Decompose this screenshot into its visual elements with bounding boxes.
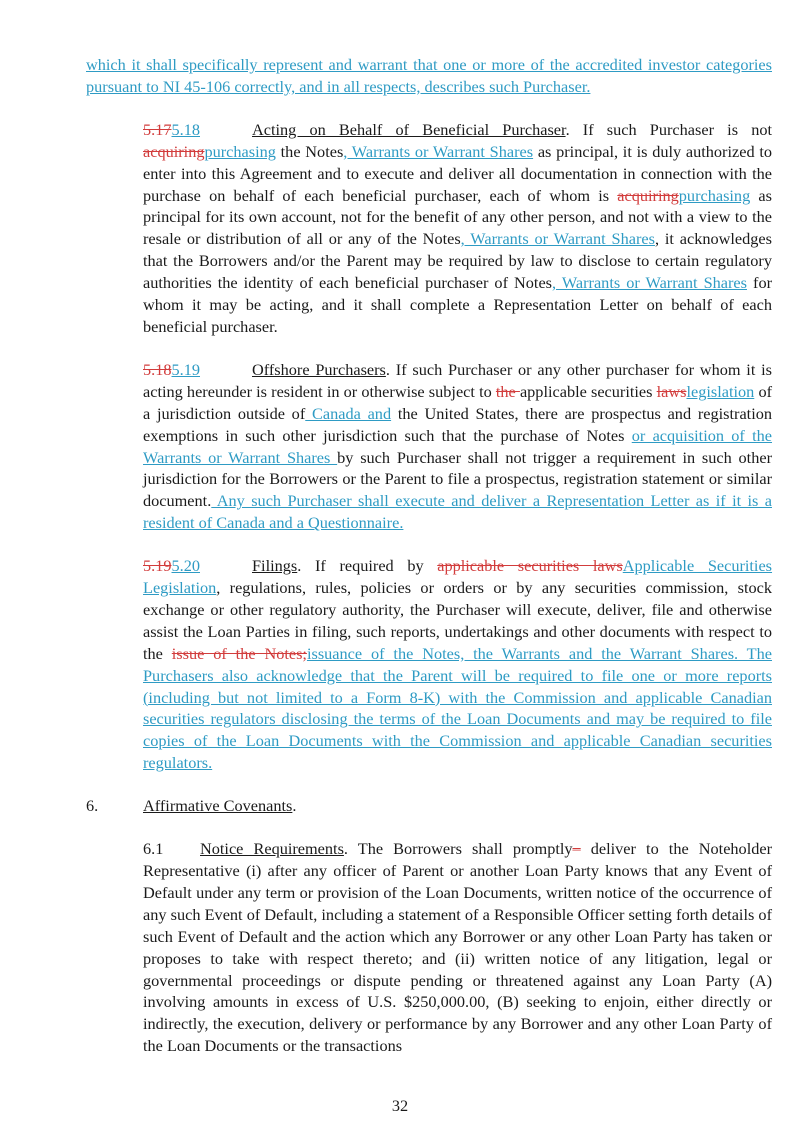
inserted-text: purchasing <box>678 185 751 205</box>
section-number <box>143 119 252 141</box>
deleted-text: 5.17 <box>143 119 172 139</box>
deleted-text: applicable securities laws <box>437 556 623 576</box>
section-heading: Affirmative Covenants <box>143 796 293 816</box>
section-6-1: 6.1 Notice Requirements. The Borrowers shall promptly– deliver to the Noteholder Representative (i) after any officer of Parent or another Loan Party knows that any Event of Default under any term or provision of the Loan Documents, written notice of the occurrence of any such Event of Default, including a statement of a Responsible Officer setting forth details of such Event of Default and the action which any Borrower or any other Loan Party has taken or proposes to take with respect thereto; and (ii) written notice of any litigation, legal or governmental proceedings or dispute pending or threatened against any Loan Party (A) involving amounts in excess of U.S. $250,000.00, (B) seeking to enjoin, either directly or indirectly, the execution, delivery or performance by any Borrower and any other Loan Party of the Loan Documents or the transactions <box>143 839 773 1056</box>
inserted-text: Any such Purchaser shall execute and deliver a Representation Letter as if it is a resident of Canada and a Questionnaire. <box>143 491 772 533</box>
inserted-text: purchasing <box>204 141 276 161</box>
paragraph-gap <box>86 534 772 555</box>
section-heading: Notice Requirements <box>200 839 344 859</box>
deleted-text: issue of the Notes; <box>171 643 307 663</box>
document-body <box>86 54 772 1057</box>
section-number <box>143 555 252 577</box>
section-heading: Offshore Purchasers <box>252 359 386 379</box>
inserted-text: 5.18 <box>171 119 200 139</box>
section-number: 6. <box>86 796 99 816</box>
deleted-text: laws <box>656 381 687 401</box>
paragraph-gap <box>86 817 772 838</box>
deleted-text: 5.19 <box>143 556 172 576</box>
page-number: 32 <box>391 1096 409 1115</box>
inserted-text: which it shall specifically represent and warrant that one or more of the accredited investor categories pursuant to NI 45-106 correctly, and in all respects, describes such Purchaser. <box>86 55 772 96</box>
inserted-text: issuance of the Notes, the Warrants and the Warrant Shares. The Purchasers also acknowledge that the Parent will be required to file one or more reports (including but not limited to a Form 8-K) with the Commission and applicable Canadian securities regulators disclosing the terms of the Loan Documents and may be required to file copies of the Loan Documents with the Commission and applicable Canadian securities regulators. <box>143 643 772 773</box>
deleted-text: 5.18 <box>143 359 172 379</box>
section-heading: Filings <box>252 556 298 576</box>
deleted-text: the <box>495 381 520 401</box>
section-heading: Acting on Behalf of Beneficial Purchaser <box>252 119 566 139</box>
deleted-text: acquiring <box>617 185 679 205</box>
inserted-text: Applicable Securities Legislation <box>143 556 773 598</box>
inserted-text: , Warrants or Warrant Shares <box>460 229 655 249</box>
inserted-text: 5.20 <box>171 556 200 576</box>
paragraph-gap <box>86 338 772 359</box>
section-5-18: 5.175.18 Acting on Behalf of Beneficial Purchaser. If such Purchaser is not acquiringpurchasing the Notes, Warrants or Warrant Shares as principal, it is duly authorized to enter into this Agreement and to execute and deliver all documentation in connection with the purchase on behalf of each beneficial purchaser, each of whom is acquiringpurchasing as principal for its own account, not for the benefit of any other person, and not with a view to the resale or distribution of all or any of the Notes, Warrants or Warrant Shares, it acknowledges that the Borrowers and/or the Parent may be required by law to disclose to certain regulatory authorities the identity of each beneficial purchaser of Notes, Warrants or Warrant Shares for whom it may be acting, and it shall complete a Representation Letter on behalf of each beneficial purchaser. <box>143 119 773 336</box>
inserted-text: , Warrants or Warrant Shares <box>343 141 534 161</box>
section-5-20: 5.195.20 Filings. If required by applicable securities lawsApplicable Securities Legislation, regulations, rules, policies or orders or by any securities commission, stock exchange or other regulatory authority, the Purchaser will execute, deliver, file and otherwise assist the Loan Parties in filing, such reports, undertakings and other documents with respect to the issue of the Notes;issuance of the Notes, the Warrants and the Warrant Shares. The Purchasers also acknowledge that the Parent will be required to file one or more reports (including but not limited to a Form 8-K) with the Commission and applicable Canadian securities regulators disclosing the terms of the Loan Documents and may be required to file copies of the Loan Documents with the Commission and applicable Canadian securities regulators. <box>143 556 773 773</box>
section-number: 6.1 <box>143 839 164 859</box>
inserted-text: legislation <box>686 381 755 401</box>
deleted-text: – <box>572 839 581 859</box>
paragraph-gap <box>86 774 772 795</box>
inserted-text: , Warrants or Warrant Shares <box>552 273 747 293</box>
deleted-text: acquiring <box>143 141 205 161</box>
section-6-heading: 6. Affirmative Covenants. <box>86 796 297 816</box>
section-number <box>143 359 252 381</box>
paragraph-continuation <box>86 54 772 98</box>
section-5-19: 5.185.19 Offshore Purchasers. If such Purchaser or any other purchaser for whom it is acting hereunder is resident in or otherwise subject to the applicable securities lawslegislation of a jurisdiction outside of Canada and the United States, there are prospectus and registration exemptions in such other jurisdiction such that the purchase of Notes or acquisition of the Warrants or Warrant Shares by such Purchaser shall not trigger a requirement in such other jurisdiction for the Borrowers or the Parent to file a prospectus, registration statement or similar document. Any such Purchaser shall execute and deliver a Representation Letter as if it is a resident of Canada and a Questionnaire. <box>143 359 773 533</box>
inserted-text: Canada and <box>305 403 392 423</box>
inserted-text: 5.19 <box>171 359 200 379</box>
paragraph-gap <box>86 98 772 119</box>
inserted-text: or acquisition of the Warrants or Warrant Shares <box>143 425 773 467</box>
